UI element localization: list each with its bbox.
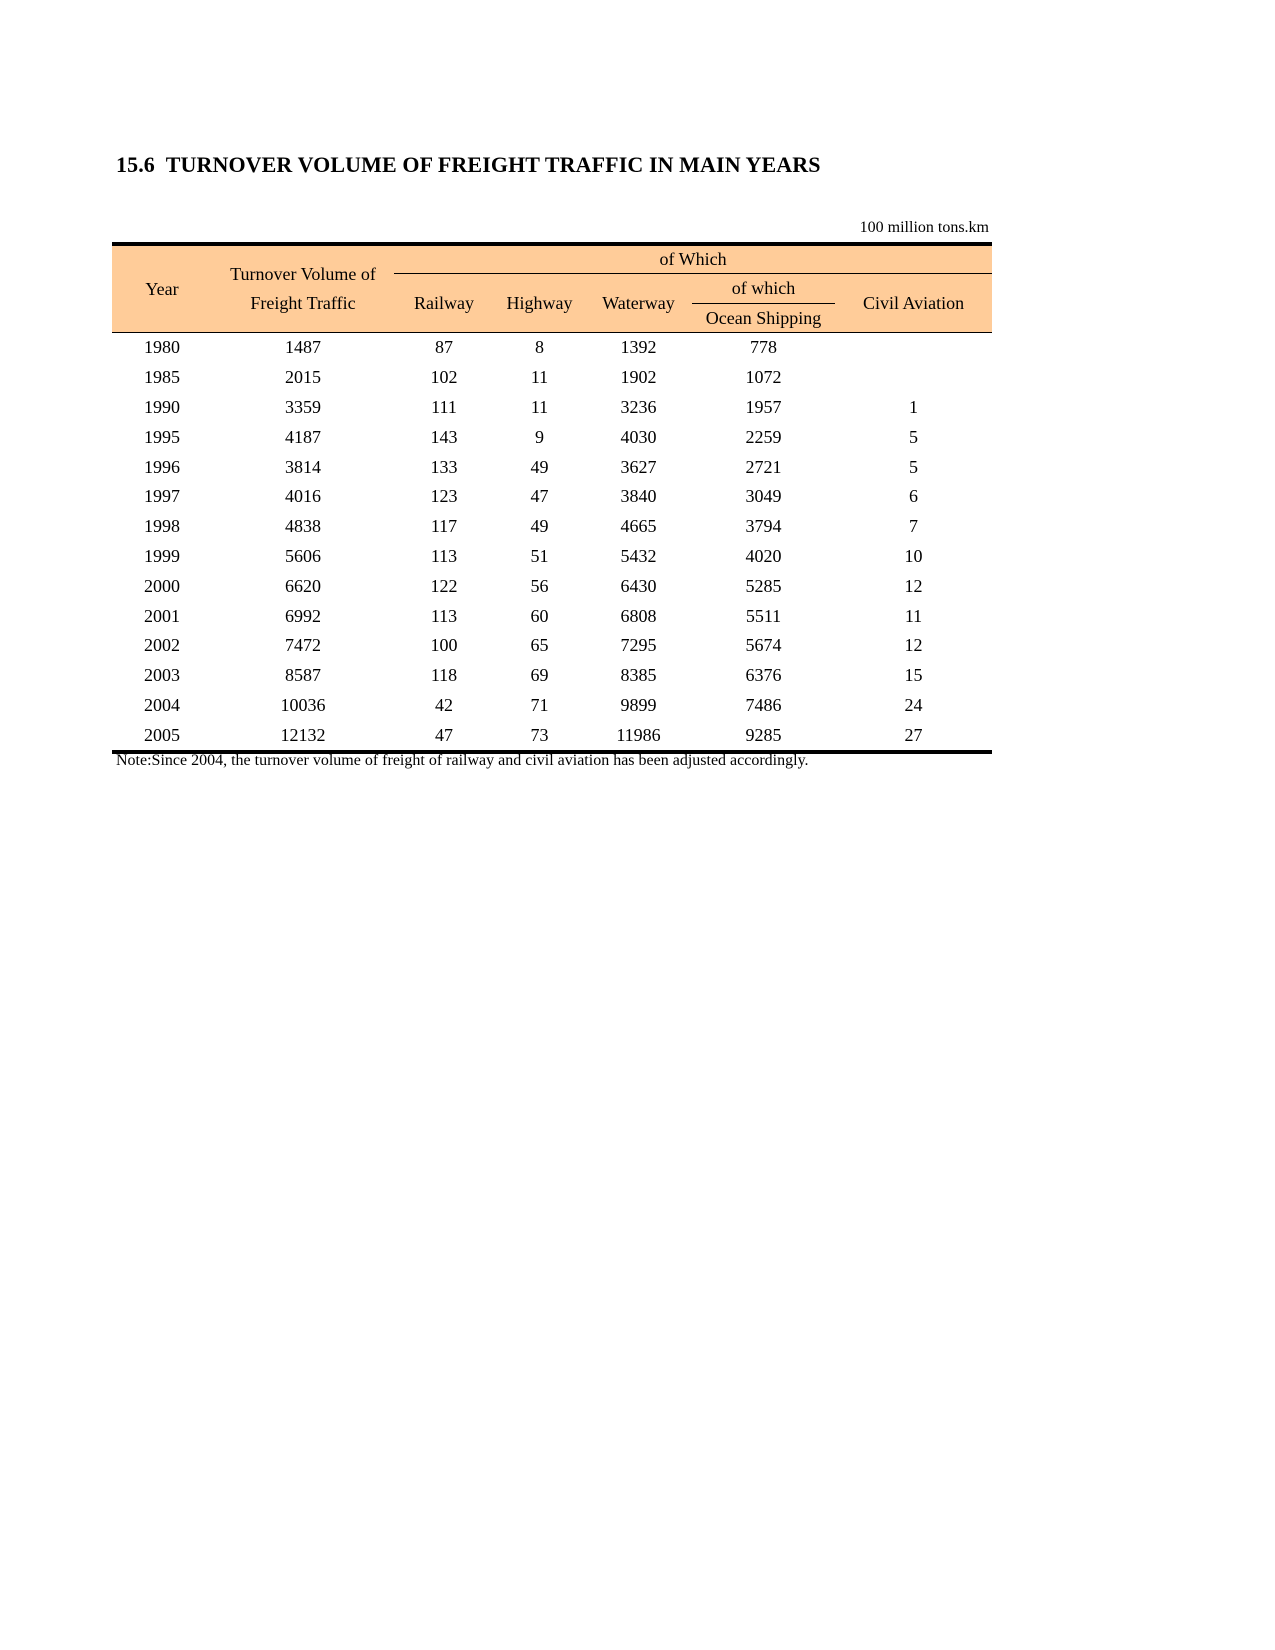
table-row: [112, 661, 992, 691]
cell-railway: 123: [430, 486, 458, 507]
cell-ocean-shipping: 5285: [745, 575, 782, 596]
table-body: [112, 333, 992, 753]
cell-year: 2003: [144, 665, 180, 686]
cell-railway: 100: [430, 635, 458, 656]
table-row: [112, 512, 992, 542]
cell-waterway: 6808: [620, 605, 657, 626]
cell-ocean-shipping: 3794: [745, 516, 782, 537]
header-of-which-sub: of which: [692, 274, 835, 304]
cell-highway: 51: [530, 545, 549, 566]
cell-ocean-shipping: 2259: [745, 426, 782, 447]
table-row: [112, 720, 992, 752]
cell-ocean-shipping: 778: [750, 337, 777, 358]
cell-waterway: 5432: [620, 545, 657, 566]
cell-total: 5606: [285, 545, 321, 566]
cell-civil-aviation: 10: [904, 545, 923, 566]
cell-civil-aviation: 5: [909, 426, 919, 447]
cell-ocean-shipping: 2721: [745, 456, 782, 477]
header-highway: Highway: [494, 274, 585, 333]
cell-ocean-shipping: 6376: [745, 665, 782, 686]
cell-highway: 9: [535, 426, 544, 447]
cell-civil-aviation: 27: [835, 720, 992, 752]
cell-highway: 71: [530, 694, 549, 715]
table-row: [112, 393, 992, 423]
cell-year: 2001: [144, 605, 180, 626]
cell-highway: 8: [535, 337, 544, 358]
cell-civil-aviation: [835, 333, 992, 363]
cell-waterway: 3840: [620, 486, 657, 507]
header-railway: Railway: [394, 274, 494, 333]
cell-railway: 47: [394, 720, 494, 752]
cell-year: 1985: [144, 367, 180, 388]
cell-ocean-shipping: 1957: [745, 396, 782, 417]
table-row: [112, 363, 992, 393]
header-year: Year: [112, 244, 212, 333]
cell-year: 1997: [144, 486, 180, 507]
cell-year: 1980: [144, 337, 180, 358]
cell-highway: 56: [530, 575, 549, 596]
cell-year: 1995: [144, 426, 180, 447]
cell-railway: 113: [430, 545, 458, 566]
cell-highway: 49: [530, 516, 549, 537]
cell-waterway: 7295: [620, 635, 657, 656]
table-row: [112, 631, 992, 661]
cell-waterway: 4030: [620, 426, 657, 447]
cell-civil-aviation: [835, 363, 992, 393]
cell-railway: 143: [430, 426, 458, 447]
cell-railway: 122: [430, 575, 458, 596]
cell-civil-aviation: 11: [904, 605, 923, 626]
cell-ocean-shipping: 5674: [745, 635, 782, 656]
cell-year: 2005: [112, 720, 212, 752]
cell-waterway: 8385: [620, 665, 657, 686]
cell-total: 8587: [285, 665, 321, 686]
header-of-which-group: of Which: [394, 244, 992, 274]
header-ocean-shipping: Ocean Shipping: [692, 304, 835, 333]
header-total-line1: Turnover Volume of: [230, 264, 376, 284]
cell-highway: 11: [530, 367, 549, 388]
cell-railway: 118: [430, 665, 458, 686]
cell-civil-aviation: 7: [909, 516, 919, 537]
cell-civil-aviation: 5: [909, 456, 919, 477]
cell-total: 4838: [285, 516, 321, 537]
freight-table: [112, 242, 992, 754]
cell-total: 2015: [285, 367, 321, 388]
cell-total: 3359: [285, 396, 321, 417]
cell-highway: 69: [530, 665, 549, 686]
cell-ocean-shipping: 1072: [745, 367, 782, 388]
cell-railway: 42: [435, 694, 453, 715]
table-row: [112, 482, 992, 512]
table-title: 15.6 TURNOVER VOLUME OF FREIGHT TRAFFIC IN MAIN YEARS: [116, 152, 821, 177]
cell-highway: 47: [530, 486, 549, 507]
cell-ocean-shipping: 5511: [745, 605, 782, 626]
cell-civil-aviation: 12: [904, 575, 923, 596]
table-row: [112, 333, 992, 363]
cell-waterway: 3627: [620, 456, 657, 477]
header-waterway: Waterway: [585, 274, 692, 333]
cell-year: 2004: [144, 694, 180, 715]
table-row: [112, 452, 992, 482]
cell-total: 7472: [285, 635, 321, 656]
header-total-line2: Freight Traffic: [250, 293, 356, 313]
cell-ocean-shipping: 7486: [745, 694, 782, 715]
cell-waterway: 1902: [620, 367, 657, 388]
cell-waterway: 9899: [620, 694, 657, 715]
cell-year: 1999: [144, 545, 180, 566]
cell-railway: 87: [435, 337, 453, 358]
cell-waterway: 3236: [620, 396, 657, 417]
cell-year: 1990: [144, 396, 180, 417]
cell-year: 1996: [144, 456, 180, 477]
cell-total: 6992: [285, 605, 321, 626]
footnote: Note:Since 2004, the turnover volume of freight of railway and civil aviation has been adjusted accordingly.: [116, 752, 809, 769]
cell-ocean-shipping: 9285: [692, 720, 835, 752]
header-civil-aviation: Civil Aviation: [835, 274, 992, 333]
cell-railway: 117: [430, 516, 458, 537]
cell-highway: 11: [530, 396, 549, 417]
cell-civil-aviation: 6: [909, 486, 919, 507]
cell-railway: 113: [430, 605, 458, 626]
table-row: [112, 571, 992, 601]
cell-waterway: 11986: [585, 720, 692, 752]
cell-waterway: 4665: [620, 516, 657, 537]
cell-total: 12132: [212, 720, 394, 752]
cell-civil-aviation: 15: [904, 665, 923, 686]
header-total: [212, 244, 394, 333]
cell-highway: 49: [530, 456, 549, 477]
cell-highway: 65: [530, 635, 549, 656]
cell-total: 10036: [280, 694, 326, 715]
cell-highway: 73: [494, 720, 585, 752]
table-row: [112, 542, 992, 572]
cell-railway: 102: [430, 367, 458, 388]
cell-total: 4016: [285, 486, 321, 507]
cell-railway: 133: [430, 456, 458, 477]
unit-label: 100 million tons.km: [859, 219, 989, 236]
cell-highway: 60: [530, 605, 549, 626]
cell-waterway: 1392: [620, 337, 657, 358]
cell-total: 1487: [285, 337, 321, 358]
cell-total: 6620: [285, 575, 321, 596]
cell-total: 3814: [285, 456, 321, 477]
table-header: [112, 244, 992, 333]
cell-year: 2000: [144, 575, 180, 596]
cell-civil-aviation: 1: [909, 396, 919, 417]
cell-ocean-shipping: 3049: [745, 486, 782, 507]
cell-railway: 111: [431, 396, 457, 417]
cell-waterway: 6430: [620, 575, 657, 596]
cell-civil-aviation: 24: [904, 694, 923, 715]
table-row: [112, 601, 992, 631]
table-row: [112, 422, 992, 452]
table-row: [112, 691, 992, 721]
cell-year: 1998: [144, 516, 180, 537]
cell-civil-aviation: 12: [904, 635, 923, 656]
cell-ocean-shipping: 4020: [745, 545, 782, 566]
cell-total: 4187: [285, 426, 321, 447]
cell-year: 2002: [144, 635, 180, 656]
